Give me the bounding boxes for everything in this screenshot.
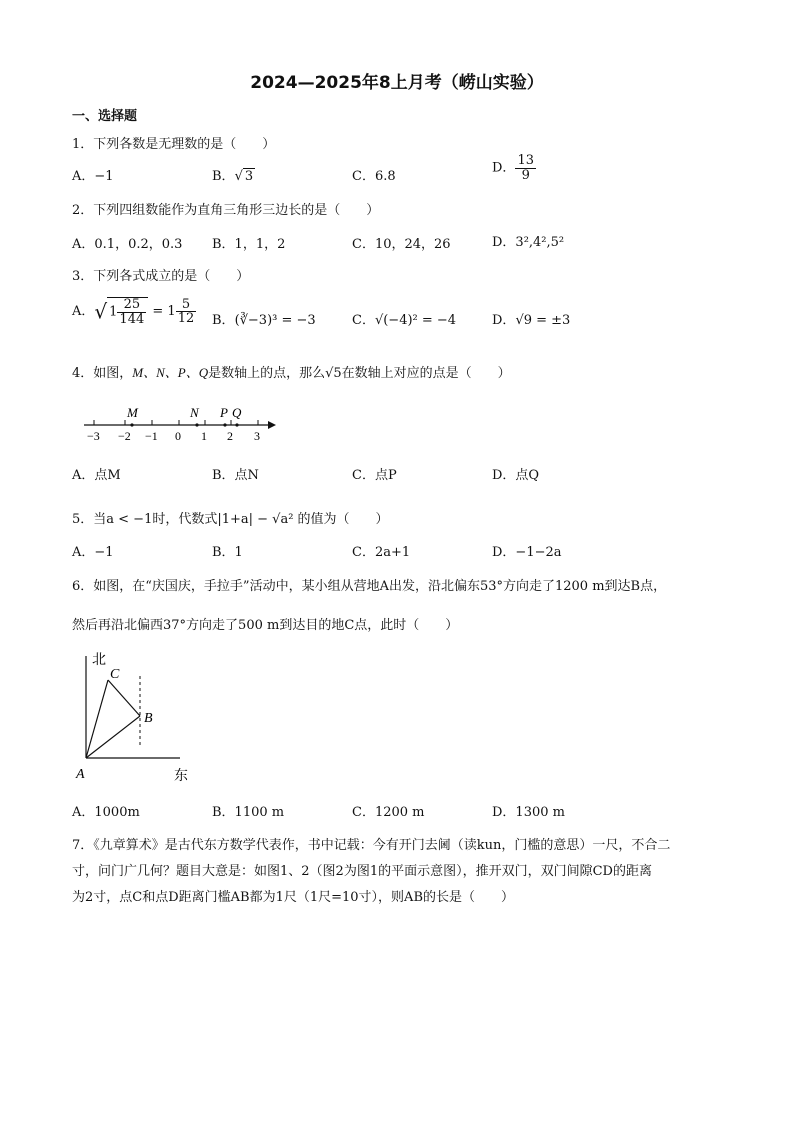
q1-option-c: C．6.8 (352, 169, 396, 184)
point-label-m: M (127, 405, 138, 420)
q3-option-c: C．√(−4)² = −4 (352, 313, 457, 328)
q5-option-b: B．1 (212, 545, 243, 560)
question-7-line-3: 为2寸，点C和点D距离门槛AB都为1尺（1尺=10寸），则AB的长是（ ） (72, 890, 515, 905)
axis-label-3: 3 (254, 429, 260, 443)
north-label: 北 (92, 653, 106, 668)
question-3-stem: 3．下列各式成立的是（ ） (72, 269, 250, 284)
axis-label-1: 1 (201, 429, 207, 443)
q1-option-a: A．−1 (72, 169, 114, 184)
point-label-n: N (190, 405, 199, 420)
segment-ab (86, 716, 140, 758)
q5-option-a: A．−1 (72, 545, 114, 560)
axis-label-neg2: −2 (118, 429, 131, 443)
east-label: 东 (174, 769, 188, 784)
axis-label-0: 0 (175, 429, 181, 443)
question-1-stem: 1．下列各数是无理数的是（ ） (72, 137, 276, 152)
q5-option-c: C．2a+1 (352, 545, 411, 560)
page-title: 2024—2025年8上月考（崂山实验） (250, 73, 544, 93)
point-label-q: Q (232, 405, 242, 420)
q3-option-b: B．(∛−3)³ = −3 (212, 313, 316, 328)
q2-option-c: C．10，24，26 (352, 237, 451, 252)
q2-option-a: A．0.1，0.2，0.3 (72, 237, 183, 252)
number-line-arrow (268, 421, 276, 429)
question-7-line-2: 寸，问门广几何？题目大意是：如图1、2（图2为图1的平面示意图），推开双门，双门间隙CD的距离 (72, 864, 652, 879)
compass-figure (72, 648, 202, 786)
number-line-figure (80, 398, 290, 448)
q1-option-b: B．√ 3 (212, 169, 254, 184)
q4-option-b: B．点N (212, 468, 259, 483)
point-label-p: P (220, 405, 228, 420)
q1-option-d: D． $\frac{13}{9}$ (492, 153, 534, 183)
axis-label-2: 2 (227, 429, 233, 443)
question-7-line-1: 7．《九章算术》是古代东方数学代表作，书中记载：今有开门去阃（读kun，门槛的意思）一尺，不合二 (72, 838, 671, 853)
q6-option-b: B．1100 m (212, 805, 285, 820)
q2-option-b: B．1，1，2 (212, 237, 286, 252)
point-b-label: B (144, 711, 153, 726)
axis-label-neg3: −3 (87, 429, 100, 443)
q3-option-d: D．√9 = ±3 (492, 313, 571, 328)
q3-option-a: A．√ 1 $\frac{25}{144}$ = 1 $\frac{5}{12}$ (72, 296, 195, 327)
segment-bc (108, 680, 140, 716)
q4-option-d: D．点Q (492, 468, 540, 483)
q5-option-d: D．−1−2a (492, 545, 562, 560)
question-5-stem: 5．当a < −1时，代数式|1+a| − √a² 的值为（ ） (72, 512, 389, 527)
q4-option-c: C．点P (352, 468, 397, 483)
q6-option-a: A．1000m (72, 805, 140, 820)
q4-option-a: A．点M (72, 468, 121, 483)
point-c-label: C (110, 667, 120, 682)
question-4-stem: 4．如图，M、N、P、Q是数轴上的点，那么√5在数轴上对应的点是（ ） (72, 365, 511, 381)
q6-option-d: D．1300 m (492, 805, 565, 820)
question-6-line-2: 然后再沿北偏西37°方向走了500 m到达目的地C点，此时（ ） (72, 618, 459, 633)
point-a-label: A (76, 767, 85, 782)
section-heading: 一、选择题 (72, 109, 138, 124)
axis-label-neg1: −1 (145, 429, 158, 443)
question-6-line-1: 6．如图，在“庆国庆，手拉手”活动中，某小组从营地A出发，沿北偏东53°方向走了1200 m到达B点， (72, 579, 667, 594)
q2-option-d: D．3²,4²,5² (492, 235, 565, 250)
q6-option-c: C．1200 m (352, 805, 425, 820)
question-2-stem: 2．下列四组数能作为直角三角形三边长的是（ ） (72, 203, 380, 218)
number-line-ticks (94, 420, 258, 425)
segment-ac (86, 680, 108, 758)
